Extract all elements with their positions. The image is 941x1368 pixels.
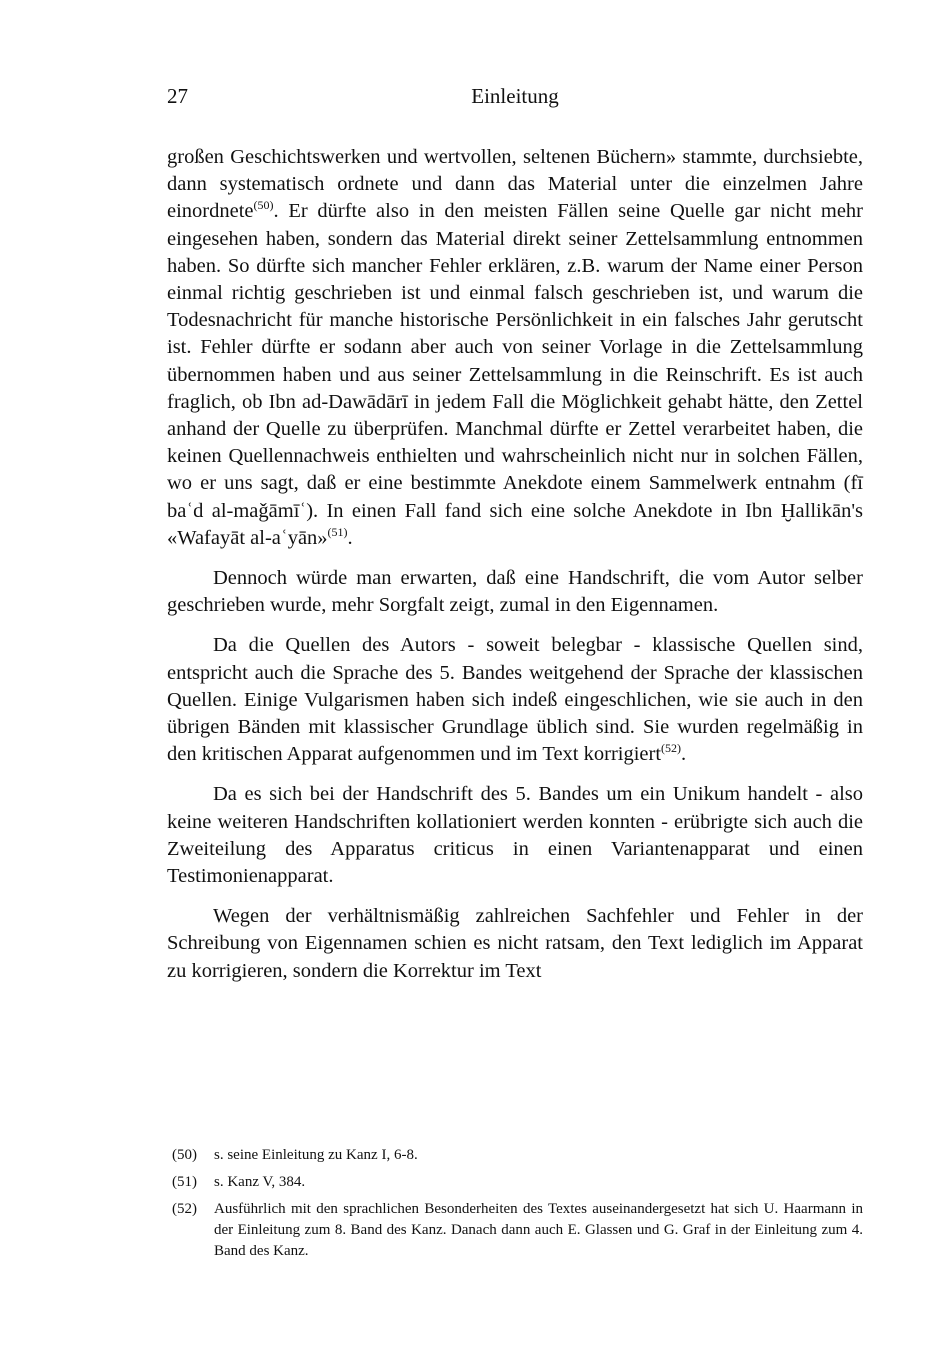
paragraph-1 [167,144,863,552]
page-header [167,84,863,114]
paragraph-1-text-b: . Er dürfte also in den meisten Fällen seine Quelle gar nicht mehr eingesehen haben, sondern das Material direkt seiner Zettelsammlung entnommen haben. So dürfte sich mancher Fehler erklären, z.B. warum der Name einer Person einmal richtig geschrieben ist und einmal falsch geschrieben ist, und warum die Todesnachricht für manche historische Persönlichkeit in ein falsches Jahr gerutscht ist. Fehler dürfte er sodann aber auch von seiner Vorlage in die Zettelsammlung übernommen haben und aus seiner Zettelsammlung in die Reinschrift. Es ist auch fraglich, ob Ibn ad-Dawādārī in jedem Fall die Möglichkeit gehabt hätte, den Zettel anhand der Quelle zu überprüfen. Manchmal dürfte er Zettel verarbeitet haben, die keinen Quellennachweis enthielten und wahrscheinlich nicht nur in solchen Fällen, wo er uns sagt, daß er eine bestimmte Anekdote einem Sammelwerk entnahm (fī baʿd al-maǧāmīʿ). In einen Fall fand sich eine solche Anekdote in Ibn Ḫallikān's «Wafayāt al-aʿyān» [167,200,863,549]
footnote-ref-51: (51) [327,524,348,539]
footnote-number: (50) [172,1147,197,1163]
page-number: 27 [167,84,188,108]
footnote-52 [172,1199,863,1262]
paragraph-3 [167,632,863,768]
footnote-ref-50: (50) [253,198,274,213]
paragraph-5-text: Wegen der verhältnismäßig zahlreichen Sachfehler und Fehler in der Schreibung von Eigennamen schien es nicht ratsam, den Text lediglich im Apparat zu korrigieren, sondern die Korrektur im Text [167,905,863,982]
paragraph-2 [167,565,863,619]
body-text [167,144,863,985]
footnote-text: Ausführlich mit den sprachlichen Besonderheiten des Textes auseinandergesetzt hat sich U. Haarmann in der Einleitung zum 8. Band des Kanz. Danach dann auch E. Glassen und G. Graf in der Einleitung zum 4. Band des Kanz. [214,1201,863,1259]
footnote-51 [172,1172,863,1193]
paragraph-1-text-c: . [347,526,353,549]
paragraph-3-text-b: . [681,743,687,766]
footnote-ref-52: (52) [661,741,682,756]
paragraph-4-text: Da es sich bei der Handschrift des 5. Bandes um ein Unikum handelt - also keine weiteren Handschriften kollationiert werden konnten - erübrigte sich auch die Zweiteilung des Apparatus criticus in einen Variantenapparat und einen Testimonienapparat. [167,783,863,888]
footnote-number: (51) [172,1174,197,1190]
footnote-number: (52) [172,1201,197,1217]
footnote-text: s. Kanz V, 384. [214,1174,306,1190]
footnotes [172,1145,863,1268]
paragraph-5 [167,903,863,985]
paragraph-3-text-a: Da die Quellen des Autors - soweit belegbar - klassische Quellen sind, entspricht auch die Sprache des 5. Bandes weitgehend der Sprache der klassischen Quellen. Einige Vulgarismen haben sich indeß eingeschlichen, wie sie auch in den übrigen Bänden mit klassischer Grundlage üblich sind. Sie wurden regelmäßig in den kritischen Apparat aufgenommen und im Text korrigiert [167,634,863,766]
paragraph-2-text: Dennoch würde man erwarten, daß eine Handschrift, die vom Autor selber geschrieben wurde, mehr Sorgfalt zeigt, zumal in den Eigennamen. [167,567,863,617]
running-title: Einleitung [471,84,559,108]
footnote-text: s. seine Einleitung zu Kanz I, 6-8. [214,1147,418,1163]
footnote-50 [172,1145,863,1166]
paragraph-1-text-a: großen Geschichtswerken und wertvollen, seltenen Büchern» stammte, durchsiebte, dann systematisch ordnete und dann das Material unter die einzelmen Jahre einordnete [167,146,863,223]
paragraph-4 [167,781,863,890]
